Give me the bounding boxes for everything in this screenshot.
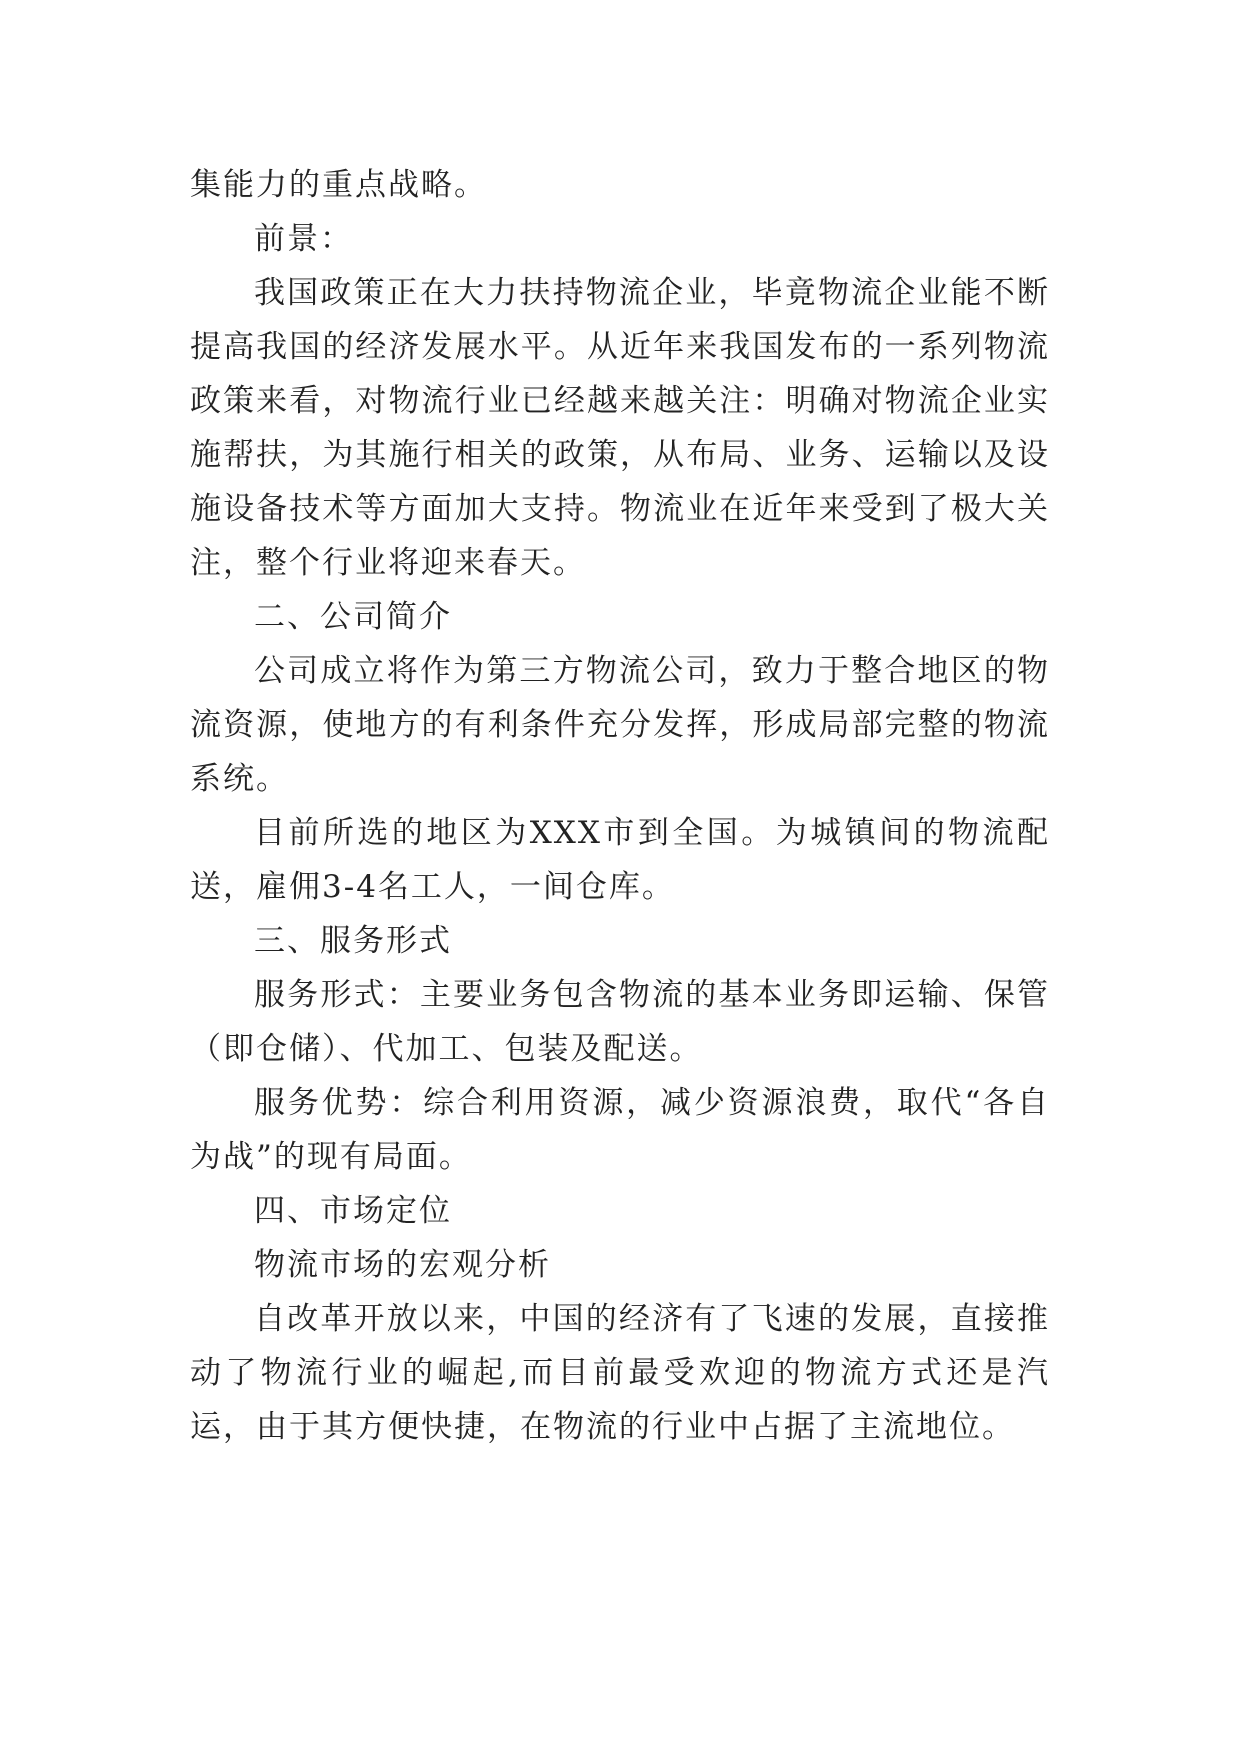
heading-prospects: 前景： — [254, 221, 353, 257]
paragraph-service-advantage: 服务优势：综合利用资源，减少资源浪费，取代“各自为战”的现有局面。 — [190, 1085, 1050, 1175]
paragraph-policy: 我国政策正在大力扶持物流企业，毕竟物流企业能不断提高我国的经济发展水平。从近年来我国发布的一系列物流政策来看，对物流行业已经越来越关注：明确对物流企业实施帮扶，为其施行相关的政策，从布局、业务、运输以及设施设备技术等方面加大支持。物流业在近年来受到了极大关注，整个行业将迎来春天。 — [190, 275, 1050, 581]
paragraph-company-intro: 公司成立将作为第三方物流公司，致力于整合地区的物流资源，使地方的有利条件充分发挥，形成局部完整的物流系统。 — [190, 653, 1050, 797]
paragraph-region: 目前所选的地区为XXX市到全国。为城镇间的物流配送，雇佣3-4名工人，一间仓库。 — [190, 815, 1050, 905]
heading-market-positioning: 四、市场定位 — [254, 1193, 452, 1229]
paragraph-macro-analysis: 自改革开放以来，中国的经济有了飞速的发展，直接推动了物流行业的崛起,而目前最受欢迎的物流方式还是汽运，由于其方便快捷，在物流的行业中占据了主流地位。 — [190, 1301, 1050, 1445]
heading-service-form: 三、服务形式 — [254, 923, 452, 959]
subheading-macro-analysis: 物流市场的宏观分析 — [254, 1247, 551, 1283]
heading-company-intro: 二、公司简介 — [254, 599, 452, 635]
document-body — [190, 158, 1050, 1454]
paragraph-service-form: 服务形式：主要业务包含物流的基本业务即运输、保管（即仓储）、代加工、包装及配送。 — [190, 977, 1050, 1067]
paragraph-strategy-end: 集能力的重点战略。 — [190, 167, 487, 203]
